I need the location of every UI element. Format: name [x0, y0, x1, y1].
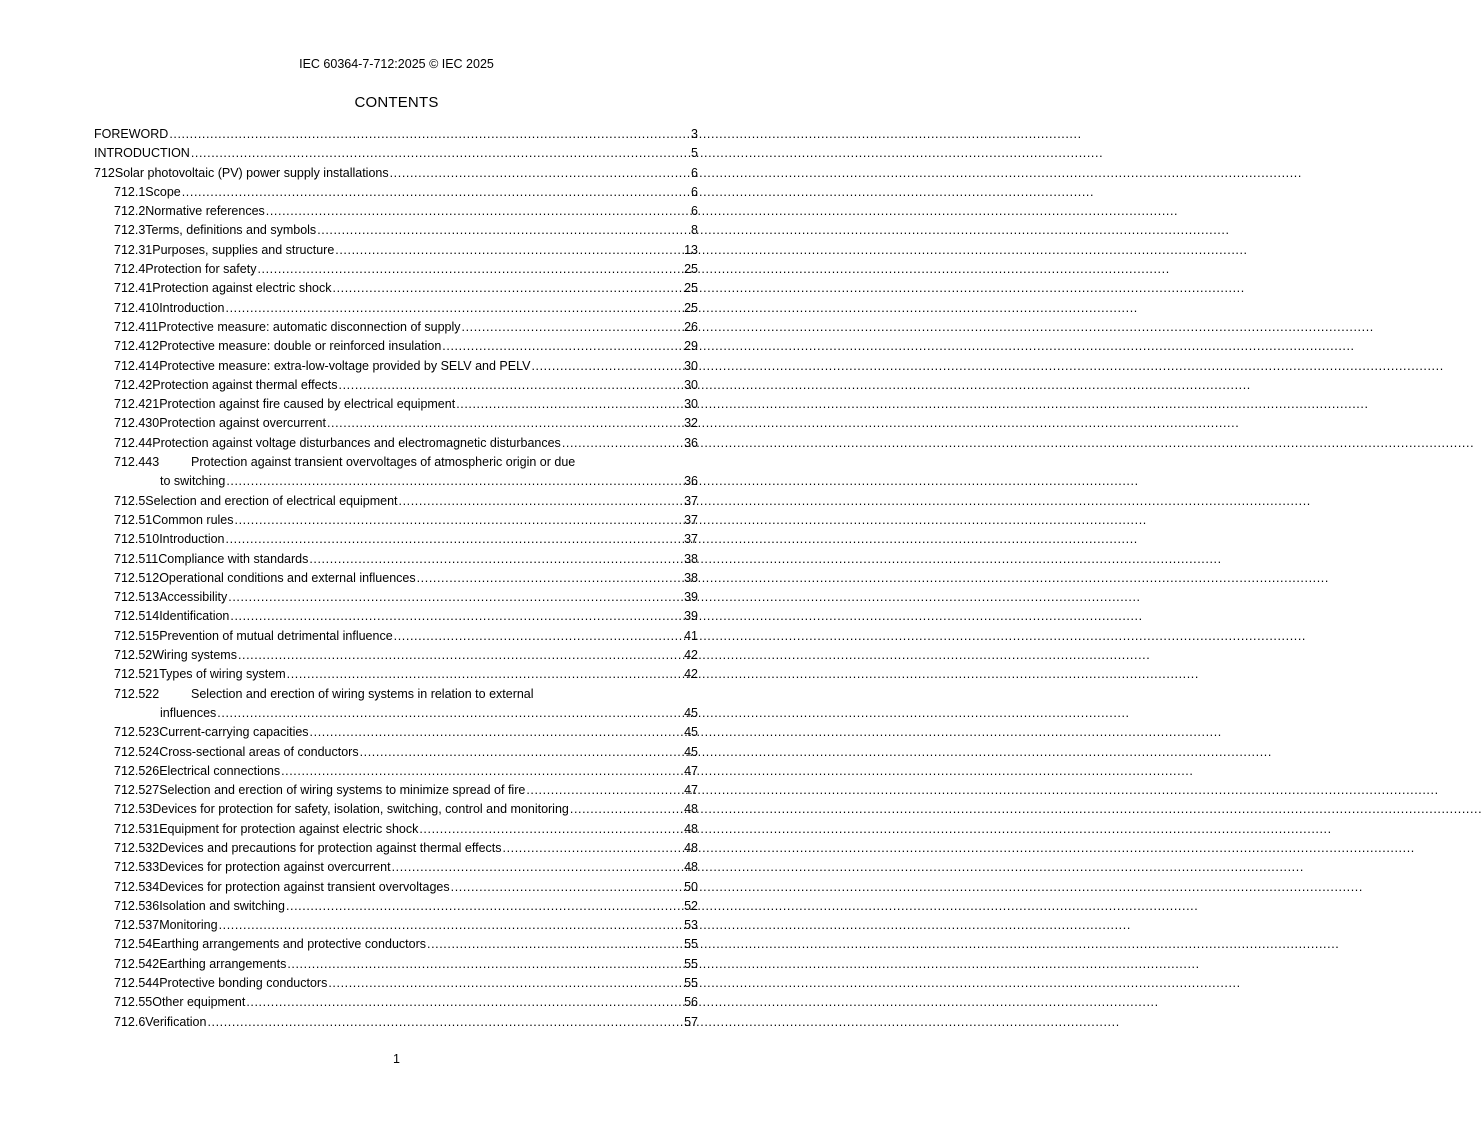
toc-entry[interactable]: [94, 627, 698, 646]
toc-entry-number: 712.41: [114, 281, 153, 296]
toc-dot-leader: [217, 704, 682, 723]
toc-entry-page: 48: [684, 840, 698, 855]
toc-entry-number: 712.511: [114, 551, 159, 566]
toc-entry-title: Verification: [145, 1014, 207, 1029]
toc-entry-page: 48: [684, 802, 698, 817]
toc-entry[interactable]: [94, 453, 698, 492]
toc-entry-page: 38: [684, 551, 698, 566]
toc-entry[interactable]: [94, 337, 698, 356]
toc-entry-title: Selection and erection of electrical equipment: [145, 493, 398, 508]
toc-dot-leader: [451, 878, 682, 897]
toc-entry-number: 712.414: [114, 358, 160, 373]
toc-entry-page: 30: [684, 358, 698, 373]
toc-entry-number: 712.527: [114, 783, 160, 798]
toc-entry-number: 712.542: [114, 956, 160, 971]
toc-dot-leader: [309, 550, 682, 569]
toc-entry-page: 48: [684, 860, 698, 875]
toc-dot-leader: [399, 492, 683, 511]
toc-dot-leader: [286, 897, 682, 916]
toc-entry-line: [114, 685, 698, 704]
toc-entry[interactable]: [94, 530, 698, 549]
toc-entry-title: Selection and erection of wiring systems in relation to external: [191, 686, 534, 701]
toc-entry-number: 712.5: [114, 493, 146, 508]
toc-entry-number: 712.522: [114, 686, 160, 701]
toc-entry-number: 712.443: [114, 455, 160, 470]
toc-entry[interactable]: [94, 202, 698, 221]
toc-entry-title: INTRODUCTION: [94, 146, 190, 161]
toc-dot-leader: [333, 279, 683, 298]
toc-entry-title: Protective measure: extra-low-voltage provided by SELV and PELV: [159, 358, 531, 373]
toc-dot-leader: [191, 144, 689, 163]
toc-entry-page: 36: [684, 474, 698, 489]
toc-entry-number: 712.412: [114, 339, 160, 354]
toc-entry-title: Wiring systems: [152, 648, 237, 663]
toc-entry-page: 45: [684, 744, 698, 759]
toc-entry-page: 37: [684, 512, 698, 527]
toc-entry-title: Protection against thermal effects: [152, 377, 338, 392]
toc-entry-number: 712.512: [114, 570, 160, 585]
toc-entry[interactable]: [94, 607, 698, 626]
toc-entry-title: Current-carrying capacities: [159, 725, 309, 740]
toc-entry-page: 8: [691, 223, 698, 238]
toc-entry-title: Protection against voltage disturbances and electromagnetic disturbances: [152, 435, 561, 450]
toc-entry-title-continued: influences: [160, 705, 217, 720]
toc-entry-page: 3: [691, 127, 698, 141]
toc-entry[interactable]: [94, 743, 698, 762]
toc-dot-leader: [238, 646, 682, 665]
toc-entry-number: 712.2: [114, 204, 146, 219]
toc-dot-leader: [235, 511, 683, 530]
toc-entry[interactable]: [94, 993, 698, 1012]
toc-entry-title: Devices for protection against overcurrent: [159, 860, 391, 875]
toc-dot-leader: [287, 955, 682, 974]
toc-entry[interactable]: [94, 183, 698, 202]
toc-entry-title: Protective measure: automatic disconnection of supply: [158, 319, 461, 334]
toc-entry[interactable]: [94, 839, 698, 858]
toc-entry-title: Devices for protection for safety, isolation, switching, control and monitoring: [152, 802, 569, 817]
toc-dot-leader: [417, 569, 682, 588]
toc-entry-number: 712: [94, 165, 115, 180]
toc-entry-number: 712.533: [114, 860, 160, 875]
toc-entry[interactable]: [94, 762, 698, 781]
toc-dot-leader: [427, 935, 682, 954]
toc-entry-title: Solar photovoltaic (PV) power supply installations: [114, 165, 389, 180]
toc-entry-number: 712.430: [114, 416, 160, 431]
toc-dot-leader: [531, 357, 682, 376]
toc-entry-title: Protection against fire caused by electrical equipment: [159, 397, 456, 412]
toc-entry-page: 29: [684, 339, 698, 354]
toc-entry[interactable]: [94, 125, 698, 144]
toc-entry-page: 55: [684, 937, 698, 952]
toc-entry-title-continued: to switching: [160, 474, 226, 489]
toc-dot-leader: [207, 1013, 682, 1032]
toc-entry-number: 712.534: [114, 879, 160, 894]
toc-entry-number: 712.531: [114, 821, 160, 836]
toc-entry[interactable]: [94, 858, 698, 877]
toc-entry[interactable]: [94, 897, 698, 916]
toc-entry-number: 712.53: [114, 802, 153, 817]
toc-dot-leader: [392, 858, 683, 877]
toc-entry-number: 712.54: [114, 937, 153, 952]
toc-entry-number: 712.510: [114, 532, 160, 547]
toc-entry-page: 48: [684, 821, 698, 836]
toc-dot-leader: [327, 414, 682, 433]
toc-entry-title: Isolation and switching: [159, 898, 285, 913]
toc-entry-page: 53: [684, 918, 698, 933]
toc-entry-title: Earthing arrangements: [159, 956, 287, 971]
toc-dot-leader: [360, 743, 683, 762]
toc-entry-number: 712.544: [114, 976, 160, 991]
toc-entry[interactable]: [94, 800, 698, 819]
toc-entry-page: 39: [684, 590, 698, 605]
toc-entry-number: 712.1: [114, 184, 146, 199]
toc-entry-page: 47: [684, 783, 698, 798]
toc-entry-page: 30: [684, 397, 698, 412]
toc-entry[interactable]: [94, 955, 698, 974]
toc-dot-leader: [317, 221, 689, 240]
toc-entry[interactable]: [94, 279, 698, 298]
toc-dot-leader: [339, 376, 683, 395]
toc-entry-number: 712.523: [114, 725, 160, 740]
toc-dot-leader: [219, 916, 683, 935]
toc-entry-title: Scope: [145, 184, 181, 199]
document-header: IEC 60364-7-712:2025 © IEC 2025: [299, 57, 494, 71]
toc-entry[interactable]: [94, 395, 698, 414]
toc-entry-continuation: [114, 472, 698, 491]
toc-entry-continuation: [114, 704, 698, 723]
toc-entry-page: 25: [684, 262, 698, 277]
toc-entry[interactable]: [94, 357, 698, 376]
toc-dot-leader: [281, 762, 682, 781]
toc-entry-page: 47: [684, 763, 698, 778]
toc-dot-leader: [335, 241, 682, 260]
toc-entry-page: 50: [684, 879, 698, 894]
toc-entry-page: 42: [684, 648, 698, 663]
toc-entry[interactable]: [94, 241, 698, 260]
toc-dot-leader: [169, 125, 689, 144]
toc-dot-leader: [257, 260, 682, 279]
toc-dot-leader: [226, 530, 683, 549]
toc-entry-number: 712.411: [114, 319, 159, 334]
toc-dot-leader: [246, 993, 682, 1012]
toc-dot-leader: [526, 781, 682, 800]
page-number: 1: [393, 1052, 400, 1066]
toc-dot-leader: [310, 723, 683, 742]
toc-entry-number: 712.421: [114, 397, 160, 412]
toc-entry-number: 712.513: [114, 590, 160, 605]
toc-entry-page: 57: [684, 1014, 698, 1029]
toc-entry-number: 712.514: [114, 609, 160, 624]
toc-dot-leader: [266, 202, 689, 221]
toc-entry[interactable]: [94, 646, 698, 665]
toc-dot-leader: [226, 472, 682, 491]
toc-entry-title: Accessibility: [159, 590, 228, 605]
toc-entry[interactable]: [94, 935, 698, 954]
toc-entry[interactable]: [94, 820, 698, 839]
toc-entry[interactable]: [94, 974, 698, 993]
toc-entry-number: 712.526: [114, 763, 160, 778]
toc-dot-leader: [456, 395, 682, 414]
toc-entry-number: 712.515: [114, 628, 160, 643]
toc-entry[interactable]: [94, 588, 698, 607]
toc-dot-leader: [419, 820, 682, 839]
toc-entry-title: Purposes, supplies and structure: [152, 242, 335, 257]
toc-entry-page: 56: [684, 995, 698, 1010]
toc-entry-page: 32: [684, 416, 698, 431]
toc-entry-page: 37: [684, 493, 698, 508]
toc-entry-page: 5: [691, 146, 698, 161]
toc-entry[interactable]: [94, 376, 698, 395]
toc-entry-page: 45: [684, 725, 698, 740]
toc-entry-number: 712.51: [114, 512, 153, 527]
toc-entry[interactable]: [94, 144, 698, 163]
toc-entry-page: 25: [684, 281, 698, 296]
toc-entry-title: Equipment for protection against electric shock: [159, 821, 419, 836]
toc-entry-title: Electrical connections: [159, 763, 281, 778]
toc-entry[interactable]: [94, 569, 698, 588]
toc-entry[interactable]: [94, 511, 698, 530]
toc-entry[interactable]: [94, 164, 698, 183]
toc-entry-title: Monitoring: [159, 918, 218, 933]
toc-entry-page: 26: [684, 319, 698, 334]
toc-entry-number: 712.42: [114, 377, 153, 392]
page-title: CONTENTS: [354, 94, 439, 111]
toc-entry-title: Earthing arrangements and protective conductors: [152, 937, 427, 952]
toc-dot-leader: [503, 839, 683, 858]
toc-entry-title: FOREWORD: [94, 127, 169, 141]
toc-entry-title: Normative references: [145, 204, 265, 219]
toc-entry-page: 13: [684, 242, 698, 257]
toc-entry[interactable]: [94, 550, 698, 569]
toc-entry[interactable]: [94, 723, 698, 742]
toc-entry-page: 41: [684, 628, 698, 643]
toc-entry-line: [114, 453, 698, 472]
toc-entry[interactable]: [94, 260, 698, 279]
toc-entry-number: 712.3: [114, 223, 146, 238]
toc-entry-title: Operational conditions and external influences: [159, 570, 416, 585]
toc-entry-number: 712.31: [114, 242, 153, 257]
toc-entry-page: 45: [684, 705, 698, 720]
toc-entry-number: 712.536: [114, 898, 160, 913]
toc-entry-number: 712.4: [114, 262, 146, 277]
toc-entry[interactable]: [94, 492, 698, 511]
toc-entry-title: Introduction: [159, 300, 225, 315]
toc-entry-title: Protection for safety: [145, 262, 257, 277]
toc-entry[interactable]: [94, 916, 698, 935]
toc-entry[interactable]: [94, 299, 698, 318]
toc-entry-page: 6: [691, 204, 698, 219]
toc-entry-title: Protection against overcurrent: [159, 416, 326, 431]
toc-entry-number: 712.521: [114, 667, 160, 682]
toc-entry-title: Selection and erection of wiring systems to minimize spread of fire: [159, 783, 526, 798]
toc-entry-number: 712.52: [114, 648, 153, 663]
toc-entry[interactable]: [94, 434, 698, 453]
toc-entry-page: 52: [684, 898, 698, 913]
toc-entry-number: 712.55: [114, 995, 153, 1010]
toc-dot-leader: [230, 607, 682, 626]
toc-entry-page: 42: [684, 667, 698, 682]
toc-entry-page: 36: [684, 435, 698, 450]
toc-dot-leader: [442, 337, 682, 356]
toc-dot-leader: [228, 588, 682, 607]
toc-dot-leader: [394, 627, 682, 646]
toc-entry-number: 712.6: [114, 1014, 146, 1029]
toc-entry-title: Terms, definitions and symbols: [145, 223, 317, 238]
toc-entry-title: Protective bonding conductors: [159, 976, 328, 991]
toc-entry[interactable]: [94, 414, 698, 433]
toc-entry-page: 37: [684, 532, 698, 547]
toc-entry-number: 712.410: [114, 300, 160, 315]
toc-entry[interactable]: [94, 685, 698, 724]
toc-entry-page: 6: [691, 165, 698, 180]
toc-entry-title: Protection against electric shock: [152, 281, 332, 296]
toc-entry[interactable]: [94, 878, 698, 897]
toc-entry-title: Other equipment: [152, 995, 246, 1010]
toc-entry-title: Identification: [159, 609, 230, 624]
toc-entry[interactable]: [94, 221, 698, 240]
toc-entry-number: 712.537: [114, 918, 160, 933]
toc-entry-page: 38: [684, 570, 698, 585]
toc-entry-page: 39: [684, 609, 698, 624]
toc-dot-leader: [462, 318, 683, 337]
toc-dot-leader: [562, 434, 682, 453]
toc-entry-title: Protection against transient overvoltages of atmospheric origin or due: [191, 455, 576, 470]
toc-dot-leader: [226, 299, 683, 318]
toc-entry-title: Cross-sectional areas of conductors: [159, 744, 359, 759]
toc-dot-leader: [570, 800, 682, 819]
toc-entry-title: Common rules: [152, 512, 234, 527]
toc-entry-page: 30: [684, 377, 698, 392]
toc-entry-title: Protective measure: double or reinforced insulation: [159, 339, 442, 354]
toc-entry-title: Devices for protection against transient overvoltages: [159, 879, 450, 894]
toc-entry-page: 55: [684, 956, 698, 971]
toc-dot-leader: [328, 974, 682, 993]
toc-entry-title: Types of wiring system: [159, 667, 286, 682]
toc-entry-page: 6: [691, 184, 698, 199]
toc-entry-page: 25: [684, 300, 698, 315]
toc-entry-title: Prevention of mutual detrimental influence: [159, 628, 393, 643]
toc-entry-title: Devices and precautions for protection against thermal effects: [159, 840, 502, 855]
toc-entry-number: 712.532: [114, 840, 160, 855]
toc-dot-leader: [390, 164, 689, 183]
toc-dot-leader: [182, 183, 689, 202]
toc-entry[interactable]: [94, 665, 698, 684]
toc-dot-leader: [287, 665, 682, 684]
toc-entry-title: Compliance with standards: [158, 551, 309, 566]
toc-entry-page: 55: [684, 976, 698, 991]
table-of-contents: [94, 125, 698, 1032]
toc-entry-title: Introduction: [159, 532, 225, 547]
toc-entry-number: 712.44: [114, 435, 153, 450]
toc-entry-number: 712.524: [114, 744, 160, 759]
toc-entry[interactable]: [94, 1013, 698, 1032]
toc-entry[interactable]: [94, 781, 698, 800]
toc-entry[interactable]: [94, 318, 698, 337]
